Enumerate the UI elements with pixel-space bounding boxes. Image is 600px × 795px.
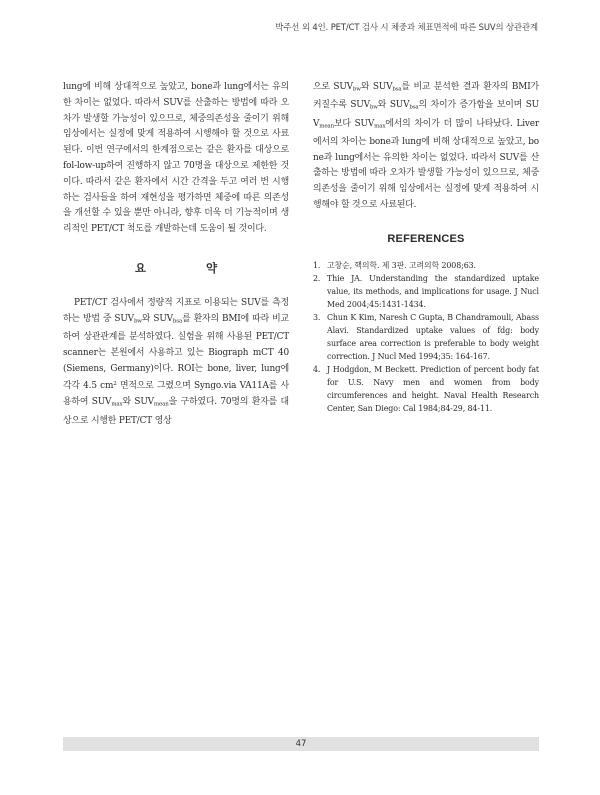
subscript: bsa	[172, 318, 183, 325]
reference-number: 3.	[313, 312, 321, 322]
reference-item	[313, 272, 539, 311]
subscript: bw	[133, 318, 142, 325]
left-column	[63, 80, 289, 429]
right-column	[313, 80, 539, 415]
summary-text: 와 SUV	[377, 100, 410, 111]
subscript: max	[111, 401, 123, 408]
page-number: 47	[295, 739, 307, 749]
reference-item	[313, 363, 539, 415]
summary-text: 의 차이가 증가함을 보이며 SUV	[313, 100, 539, 129]
summary-text: 와 SUV	[122, 397, 154, 408]
superscript: 2	[113, 381, 117, 388]
subscript: mean	[319, 123, 334, 130]
subscript: bsa	[409, 104, 419, 111]
subscript: bsa	[392, 86, 402, 93]
summary-text: 으로 SUV	[313, 82, 353, 92]
footer-bar	[63, 737, 539, 751]
subscript: bw	[369, 104, 378, 111]
reference-number: 4.	[313, 364, 321, 374]
summary-text: PET/CT 검사에서 정량적 지표로 이용되는 SUV를 측정하는 방법 중 SUV	[63, 297, 289, 324]
subscript: mean	[153, 401, 169, 408]
references-title: REFERENCES	[387, 232, 465, 245]
reference-item	[313, 259, 539, 272]
summary-continuation	[313, 80, 539, 214]
summary-paragraph	[63, 296, 289, 429]
summary-text: 을 구하였다. 70명의 환자를 대상으로 시행한 PET/CT 영상	[63, 397, 289, 426]
summary-text: 와 SUV	[141, 313, 173, 324]
reference-text: 고창순, 핵의학. 제 3판. 고려의학 2008;63.	[327, 260, 476, 270]
summary-text: 를 환자의 BMI에 따라 비교하여 상관관계를 분석하였다. 실험을 위해 사용된 PET/CT scanner는 본원에서 사용하고 있는 Biograph mCT 40 (Siemens, Germany)이다. ROI는 bone, liver, lung에 각각 4.5 cm	[63, 313, 289, 392]
reference-number: 1.	[313, 260, 321, 270]
reference-text: Chun K Kim, Naresh C Gupta, B Chandramouli, Abass Alavi. Standardized uptake values of fdg: body surface area correction is preferable to body weight correction. J Nucl Med 1994;35: 164-167.	[327, 312, 539, 361]
summary-text: 에서의 차이가 더 많이 나타났다. Liver에서의 차이는 bone과 lung에 비해 상대적으로 높았고, bone과 lung에서는 유의한 차이는 없었다. 따라서 SUV를 산출하는 방법에 따라 오차가 발생할 가능성이 있으므로, 체중의존성을 줄이기 위해 임상에서는 실정에 맞게 적용하여 시행해야 할 것으로 사료된다.	[313, 118, 539, 211]
subscript: bw	[352, 86, 361, 93]
running-head: 박주선 외 4인. PET/CT 검사 시 체중과 체표면적에 따른 SUV의 상관관계	[275, 22, 538, 32]
summary-title: 요 약	[134, 260, 246, 275]
summary-text: 보다 SUV	[333, 118, 375, 129]
reference-number: 2.	[313, 273, 321, 283]
summary-text: 를 비교 분석한 결과 환자의 BMI가 커질수록 SUV	[313, 82, 539, 111]
reference-text: Thie JA. Understanding the standardized uptake value, its methods, and implications for usage. J Nucl Med 2004;45:1431-1434.	[327, 273, 539, 309]
reference-text: J Hodgdon, M Beckett. Prediction of percent body fat for U.S. Navy men and women from body circumferences and height. Naval Health Research Center, San Diego: Cal 1984;84-29, 84-11.	[327, 364, 539, 413]
reference-item	[313, 311, 539, 363]
subscript: max	[374, 123, 386, 130]
references-list	[313, 259, 539, 415]
discussion-paragraph: lung에 비해 상대적으로 높았고, bone과 lung에서는 유의한 차이는 없었다. 따라서 SUV를 산출하는 방법에 따라 오차가 발생할 가능성이 있으므로, 체중의존성을 줄이기 위해 임상에서는 실정에 맞게 적용하여 시행해야 할 것으로 사료된다. 이번 연구에서의 한계점으로는 같은 환자를 대상으로 fol-low-up하여 진행하지 않고 70명을 대상으로 제한한 것이다. 따라서 같은 환자에서 시간 간격을 두고 여러 번 시행하는 검사들을 하여 재현성을 평가하면 체중에 따른 의존성을 개선할 수 있을 뿐만 아니라, 향후 더욱 더 기능적이며 생리적인 PET/CT 척도를 개발하는데 도움이 될 것이다.	[63, 82, 289, 235]
summary-text: 와 SUV	[360, 82, 393, 92]
summary-text: 면적으로 그렸으며 Syngo.via VA11A를 사용하여 SUV	[63, 381, 289, 408]
